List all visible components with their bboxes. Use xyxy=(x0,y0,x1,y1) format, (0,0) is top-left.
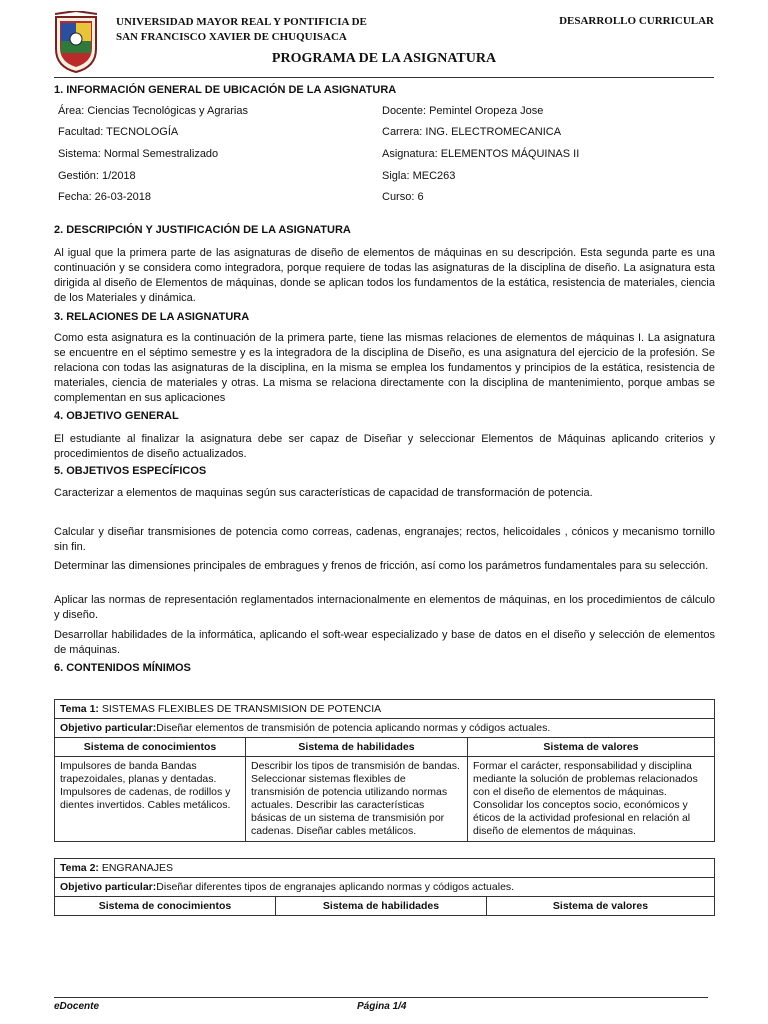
objective-5: Desarrollar habilidades de la informática, aplicando el soft-wear especializado y base de datos en el diseño y selección de elementos de máquinas. xyxy=(54,629,715,656)
info-fecha: Fecha: 26-03-2018 xyxy=(58,191,151,203)
document-title: PROGRAMA DE LA ASIGNATURA xyxy=(271,51,497,66)
section-1-title: 1. INFORMACIÓN GENERAL DE UBICACIÓN DE LA ASIGNATURA xyxy=(54,84,397,96)
col-valores-header: Sistema de valores xyxy=(468,738,715,757)
tema-1-habilidades: Describir los tipos de transmisión de bandas. Seleccionar sistemas flexibles de transmisión de potencia utilizando normas actuales. Describir las características básicas de un sistema de transmisión por cadenas. Diseñar cables metálicos. xyxy=(246,757,468,842)
section-3-text: Como esta asignatura es la continuación de la primera parte, tiene las mismas relaciones de elementos de máquinas I. La asignatura se encuentre en el séptimo semestre y es la integradora de la disciplina de Diseño, es una asignatura del ejercicio de la profesión. Se relaciona con todas las asignaturas de la disciplina, en la misma se emplea los fundamentos y principios de la estática, resistencia de materiales, ciencia de materiales y otras. La misma se relaciona directamente con la disciplina de mantenimiento, porque ambas se complementan en sus aplicaciones xyxy=(54,332,715,404)
info-facultad: Facultad: TECNOLOGÍA xyxy=(58,126,179,138)
objective-4: Aplicar las normas de representación reglamentados internacionalmente en elementos de máquinas, en los procedimientos de cálculo y diseño. xyxy=(54,594,715,621)
page-number: Página 1/4 xyxy=(357,1001,407,1012)
info-area: Área: Ciencias Tecnológicas y Agrarias xyxy=(58,105,248,117)
footer-brand: eDocente xyxy=(54,1001,100,1012)
university-name xyxy=(116,15,367,45)
tema-1-name: SISTEMAS FLEXIBLES DE TRANSMISION DE POTENCIA xyxy=(101,703,382,715)
tema-1-conocimientos: Impulsores de banda Bandas trapezoidales, planas y dentadas. Impulsores de cadenas, de rodillos y dientes invertidos. Cables metálicos. xyxy=(55,757,246,842)
tema-2-name: ENGRANAJES xyxy=(101,862,174,874)
info-docente: Docente: Pemintel Oropeza Jose xyxy=(382,105,544,117)
tema-1-label: Tema 1: xyxy=(60,703,99,715)
tema-2-objective-text: Diseñar diferentes tipos de engranajes aplicando normas y códigos actuales. xyxy=(156,881,515,893)
tema-2-objective xyxy=(55,878,715,897)
col-habilidades-header: Sistema de habilidades xyxy=(276,897,487,916)
tema-2-label: Tema 2: xyxy=(60,862,99,874)
section-5-title: 5. OBJETIVOS ESPECÍFICOS xyxy=(54,465,207,477)
info-sigla: Sigla: MEC263 xyxy=(382,170,456,182)
info-carrera: Carrera: ING. ELECTROMECANICA xyxy=(382,126,562,138)
footer-divider xyxy=(54,997,708,998)
col-conocimientos-header: Sistema de conocimientos xyxy=(55,738,246,757)
tema-1-table xyxy=(54,699,715,842)
objective-3: Determinar las dimensiones principales de embragues y frenos de fricción, así como los parámetros fundamentales para su selección. xyxy=(54,560,709,572)
tema-2-table xyxy=(54,858,715,916)
info-asignatura: Asignatura: ELEMENTOS MÁQUINAS II xyxy=(382,148,580,160)
objective-1: Caracterizar a elementos de maquinas según sus características de capacidad de transformación de potencia. xyxy=(54,487,593,499)
section-2-text: Al igual que la primera parte de las asignaturas de diseño de elementos de máquinas en su descripción. Esta segunda parte es una continuación y se considera como integradora, porque requiere de todas las asignaturas de la disciplina de diseño. La asignatura esta dirigida al diseño de Elementos de máquinas, donde se aplican todos los fundamentos de la estática, resistencia de materiales, ciencia de los Materiales y dinámica. xyxy=(54,247,715,304)
col-habilidades-header: Sistema de habilidades xyxy=(246,738,468,757)
col-conocimientos-header: Sistema de conocimientos xyxy=(55,897,276,916)
tema-1-valores: Formar el carácter, responsabilidad y disciplina mediante la solución de problemas relacionados con el diseño de elementos de máquinas. Consolidar los conceptos socio, económicos y éticos de la actividad profesional en relación al diseño de elementos de máquinas. xyxy=(468,757,715,842)
section-4-text: El estudiante al finalizar la asignatura debe ser capaz de Diseñar y seleccionar Elementos de Máquinas aplicando criterios y procedimientos de diseño actualizados. xyxy=(54,433,715,460)
tema-1-header xyxy=(55,700,715,719)
tema-2-header xyxy=(55,859,715,878)
university-name-line2: SAN FRANCISCO XAVIER DE CHUQUISACA xyxy=(116,31,347,43)
info-sistema: Sistema: Normal Semestralizado xyxy=(58,148,219,160)
header-divider xyxy=(54,77,714,78)
objective-2: Calcular y diseñar transmisiones de potencia como correas, cadenas, engranajes; rectos, helicoidales , cónicos y mecanismo tornillo sin fin. xyxy=(54,526,715,553)
section-4-title: 4. OBJETIVO GENERAL xyxy=(54,410,179,422)
info-gestion: Gestión: 1/2018 xyxy=(58,170,136,182)
tema-1-objective-text: Diseñar elementos de transmisión de potencia aplicando normas y códigos actuales. xyxy=(156,722,551,734)
objective-label: Objetivo particular: xyxy=(60,881,157,893)
tema-1-objective xyxy=(55,719,715,738)
university-name-line1: UNIVERSIDAD MAYOR REAL Y PONTIFICIA DE xyxy=(116,16,367,28)
section-2-title: 2. DESCRIPCIÓN Y JUSTIFICACIÓN DE LA ASIGNATURA xyxy=(54,224,351,236)
objective-label: Objetivo particular: xyxy=(60,722,157,734)
info-curso: Curso: 6 xyxy=(382,191,424,203)
department-label: DESARROLLO CURRICULAR xyxy=(559,15,714,27)
col-valores-header: Sistema de valores xyxy=(487,897,715,916)
section-3-title: 3. RELACIONES DE LA ASIGNATURA xyxy=(54,311,250,323)
section-6-title: 6. CONTENIDOS MÍNIMOS xyxy=(54,662,191,674)
